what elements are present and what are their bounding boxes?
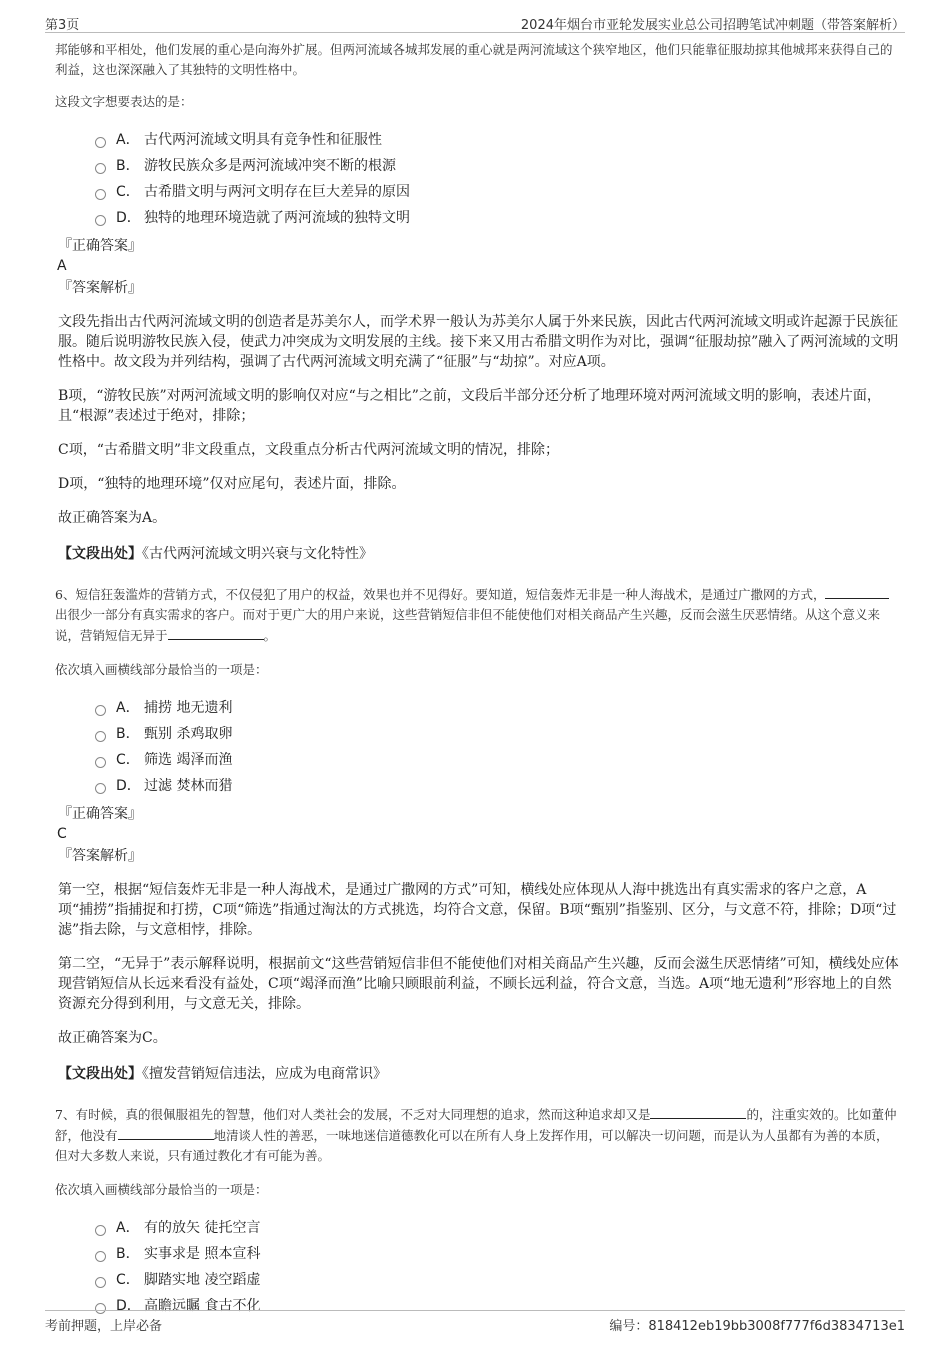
question-5-options (95, 126, 900, 230)
correct-answer-label: 『正确答案』 (58, 238, 142, 254)
source-tag: 【文段出处】 (58, 1066, 142, 1082)
option-a[interactable]: A． 捕捞 地无遗利 (95, 694, 900, 720)
page-header (45, 12, 905, 33)
correct-answer: A (57, 258, 67, 274)
analysis-paragraph: D项，“独特的地理环境”仅对应尾句，表述片面，排除。 (58, 476, 406, 492)
radio-icon[interactable] (95, 731, 106, 742)
document-code (609, 1315, 905, 1334)
radio-icon[interactable] (95, 1277, 106, 1288)
analysis-paragraph: 第一空，根据“短信轰炸无非是一种人海战术，是通过广撒网的方式”可知，横线处应体现从人海中挑选出有真实需求的客户之意，A项“捕捞”指捕捉和打捞，C项“筛选”指通过淘汰的方式挑选，均符合文意，保留。B项“甄别”指鉴别、区分，与文意不符，排除；D项“过滤”指去除，与文意相悖，排除。 (58, 882, 897, 938)
option-a[interactable]: A． 有的放矢 徒托空言 (95, 1214, 900, 1240)
fill-blank (168, 625, 264, 640)
analysis-label: 『答案解析』 (58, 280, 142, 296)
analysis-paragraph: 第二空，“无异于”表示解释说明，根据前文“这些营销短信非但不能使他们对相关商品产生兴趣，反而会滋生厌恶情绪”可知，横线处应体现营销短信从长远来看没有益处，C项“竭泽而渔”比喻只顾眼前利益，不顾长远利益，符合文意，当选。A项“地无遗利”形容地上的自然资源充分得到利用，与文意无关，排除。 (58, 956, 899, 1012)
radio-icon[interactable] (95, 163, 106, 174)
page-footer (45, 1310, 905, 1339)
page-number: 第3页 (45, 18, 80, 33)
source-citation (58, 544, 900, 564)
question-6-prompt: 依次填入画横线部分最恰当的一项是： (55, 662, 268, 677)
option-c[interactable]: C． 筛选 竭泽而渔 (95, 746, 900, 772)
option-b[interactable]: B． 游牧民族众多是两河流域冲突不断的根源 (95, 152, 900, 178)
question-7-prompt: 依次填入画横线部分最恰当的一项是： (55, 1182, 268, 1197)
option-d[interactable]: D． 独特的地理环境造就了两河流域的独特文明 (95, 204, 900, 230)
option-c[interactable]: C． 脚踏实地 凌空蹈虚 (95, 1266, 900, 1292)
analysis-paragraph: 文段先指出古代两河流域文明的创造者是苏美尔人，而学术界一般认为苏美尔人属于外来民族，因此古代两河流域文明或许起源于民族征服。随后说明游牧民族入侵，使武力冲突成为文明发展的主线。接下来又用古希腊文明作为对比，强调“征服劫掠”融入了两河流域的文明性格中。故文段为并列结构，强调了古代两河流域文明充满了“征服”与“劫掠”。对应A项。 (58, 314, 899, 370)
option-a[interactable]: A． 古代两河流域文明具有竞争性和征服性 (95, 126, 900, 152)
correct-answer: C (57, 826, 67, 842)
source-tag: 【文段出处】 (58, 546, 142, 562)
question-7-text: 7、有时候，真的很佩服祖先的智慧，他们对人类社会的发展，不乏对大同理想的追求，然而这种追求却又是 的，注重实效的。比如董仲舒，他没有 地清谈人性的善恶，一味地迷信道德教化可以在所有人身上发挥作用，可以解决一切问题，而是认为人虽都有为善的本质，但对大多数人来说，只有通过教化才有可能为善。 (55, 1104, 900, 1166)
analysis-paragraph: B项，“游牧民族”对两河流域文明的影响仅对应“与之相比”之前，文段后半部分还分析了地理环境对两河流域文明的影响，表述片面，且“根源”表述过于绝对，排除； (58, 388, 881, 424)
option-d[interactable]: D． 高瞻远瞩 食古不化 (95, 1292, 900, 1318)
source-citation (58, 1064, 900, 1084)
source-title: 《古代两河流域文明兴衰与文化特性》 (142, 546, 373, 562)
code-value: 818412eb19bb3008f777f6d3834713e1 (648, 1319, 905, 1334)
correct-answer-label: 『正确答案』 (58, 806, 142, 822)
fill-blank (825, 584, 889, 599)
analysis-conclusion: 故正确答案为C。 (58, 1030, 167, 1046)
source-title: 《擅发营销短信违法，应成为电商常识》 (142, 1066, 387, 1082)
radio-icon[interactable] (95, 189, 106, 200)
footer-motto: 考前押题，上岸必备 (45, 1319, 163, 1334)
fill-blank (650, 1104, 746, 1119)
document-title: 2024年烟台市亚轮发展实业总公司招聘笔试冲刺题（带答案解析） (520, 18, 905, 33)
question-5-prompt: 这段文字想要表达的是： (55, 94, 193, 109)
radio-icon[interactable] (95, 783, 106, 794)
page-content (55, 40, 900, 1318)
fill-blank (118, 1125, 214, 1140)
option-c[interactable]: C． 古希腊文明与两河文明存在巨大差异的原因 (95, 178, 900, 204)
radio-icon[interactable] (95, 705, 106, 716)
analysis-conclusion: 故正确答案为A。 (58, 510, 167, 526)
code-label: 编号： (609, 1319, 649, 1334)
option-d[interactable]: D． 过滤 焚林而猎 (95, 772, 900, 798)
question-7-options (95, 1214, 900, 1318)
radio-icon[interactable] (95, 1225, 106, 1236)
radio-icon[interactable] (95, 215, 106, 226)
option-b[interactable]: B． 甄别 杀鸡取卵 (95, 720, 900, 746)
analysis-paragraph: C项，“古希腊文明”非文段重点，文段重点分析古代两河流域文明的情况，排除； (58, 442, 560, 458)
analysis-label: 『答案解析』 (58, 848, 142, 864)
question-6-text: 6、短信狂轰滥炸的营销方式，不仅侵犯了用户的权益，效果也并不见得好。要知道，短信轰炸无非是一种人海战术，是通过广撒网的方式，出很少一部分有真实需求的客户。而对于更广大的用户来说，这些营销短信非但不能使他们对相关商品产生兴趣，反而会滋生厌恶情绪。从这个意义来说，营销短信无异于 。 (55, 584, 900, 646)
radio-icon[interactable] (95, 757, 106, 768)
option-b[interactable]: B． 实事求是 照本宣科 (95, 1240, 900, 1266)
radio-icon[interactable] (95, 137, 106, 148)
question-5-passage-tail: 邦能够和平相处，他们发展的重心是向海外扩展。但两河流域各城邦发展的重心就是两河流域这个狭窄地区，他们只能靠征服劫掠其他城邦来获得自己的利益，这也深深融入了其独特的文明性格中。 (55, 42, 893, 77)
question-6-options (95, 694, 900, 798)
radio-icon[interactable] (95, 1251, 106, 1262)
